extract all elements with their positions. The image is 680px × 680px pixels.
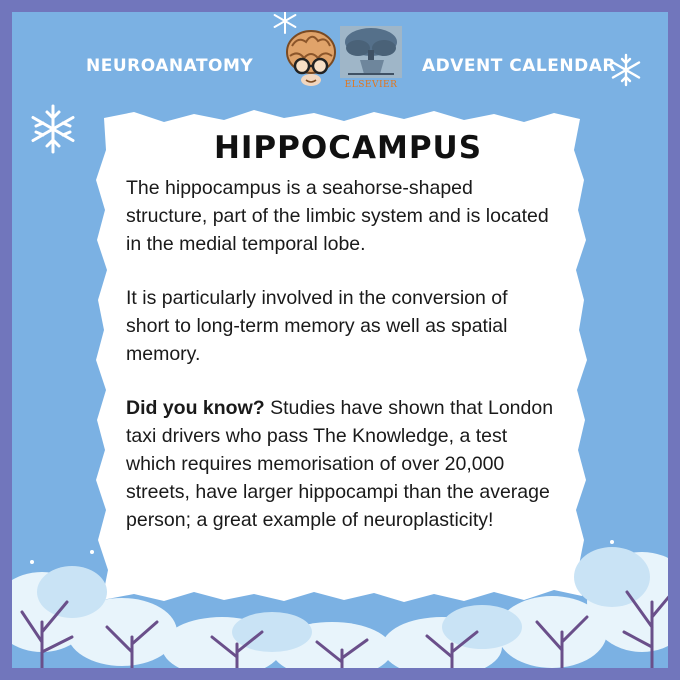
publisher-logo-text: ELSEVIER [344, 80, 398, 90]
header-title-right: ADVENT CALENDAR [422, 56, 616, 76]
brain-with-glasses-icon [284, 28, 338, 90]
header-title-left: NEUROANATOMY [86, 56, 254, 76]
snowy-trees-illustration [12, 532, 680, 680]
snowflake-icon [26, 102, 80, 156]
elsevier-tree-icon [340, 26, 402, 90]
paragraph-did-you-know [126, 394, 556, 534]
paragraph-function: It is particularly involved in the conversion of short to long-term memory as well as spatial memory. [126, 287, 508, 365]
snowflake-icon [608, 52, 644, 88]
did-you-know-label: Did you know? [126, 397, 265, 419]
card-content [126, 130, 586, 560]
card-title: HIPPOCAMPUS [213, 130, 483, 166]
did-you-know-text: Studies have shown that London taxi drivers who pass The Knowledge, a test which requires memorisation of over 20,000 streets, have larger hippocampi than the average person; a great example of neuroplasticity! [126, 397, 554, 531]
paragraph-definition: The hippocampus is a seahorse-shaped structure, part of the limbic system and is located in the medial temporal lobe. [126, 177, 549, 255]
